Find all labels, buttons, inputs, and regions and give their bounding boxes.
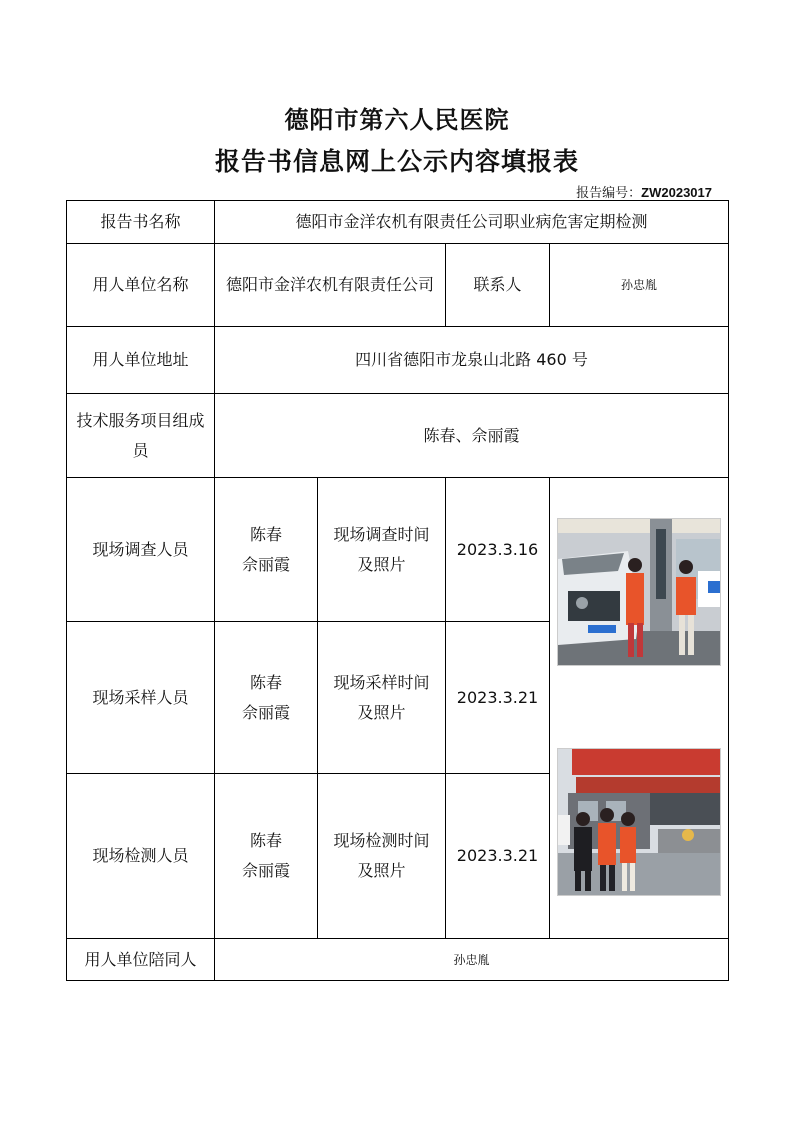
table-row	[67, 939, 729, 981]
sampling-time-label-2: 及照片	[357, 702, 406, 722]
table-row	[67, 327, 729, 394]
testing-label: 现场检测人员	[67, 774, 215, 939]
table-row	[67, 201, 729, 244]
sampling-time-label-1: 现场采样时间	[333, 672, 430, 692]
sampling-staff-1: 陈春	[249, 672, 282, 692]
sampling-time-label	[318, 622, 446, 774]
testing-date: 2023.3.21	[446, 774, 550, 939]
disclosure-form-table	[66, 200, 729, 981]
table-row	[67, 394, 729, 478]
hospital-title: 德阳市第六人民医院	[284, 106, 510, 134]
report-number	[576, 182, 712, 201]
site-photos	[550, 478, 729, 939]
table-row	[67, 478, 729, 622]
address-value: 四川省德阳市龙泉山北路 460 号	[215, 327, 729, 394]
report-number-value: ZW2023017	[641, 185, 712, 200]
employer-label: 用人单位名称	[67, 244, 215, 327]
escort-value: 孙忠胤	[215, 939, 729, 981]
table-row	[67, 244, 729, 327]
sampling-label: 现场采样人员	[67, 622, 215, 774]
sampling-photo	[557, 748, 721, 896]
contact-label: 联系人	[446, 244, 550, 327]
sampling-staff	[215, 622, 318, 774]
testing-staff	[215, 774, 318, 939]
survey-photo	[557, 518, 721, 666]
sampling-staff-2: 佘丽霞	[241, 702, 290, 722]
contact-value: 孙忠胤	[550, 244, 729, 327]
form-title: 报告书信息网上公示内容填报表	[214, 147, 579, 176]
escort-label: 用人单位陪同人	[67, 939, 215, 981]
survey-label: 现场调查人员	[67, 478, 215, 622]
testing-time-label	[318, 774, 446, 939]
survey-staff	[215, 478, 318, 622]
sampling-date: 2023.3.21	[446, 622, 550, 774]
testing-time-label-2: 及照片	[357, 861, 406, 880]
survey-time-label	[318, 478, 446, 622]
testing-staff-2: 佘丽霞	[241, 861, 290, 880]
testing-staff-1: 陈春	[249, 831, 282, 850]
address-label: 用人单位地址	[67, 327, 215, 394]
survey-staff-1: 陈春	[249, 524, 282, 544]
survey-time-label-2: 及照片	[357, 554, 406, 574]
team-value: 陈春、佘丽霞	[215, 394, 729, 478]
testing-time-label-1: 现场检测时间	[333, 831, 430, 850]
survey-time-label-1: 现场调查时间	[333, 524, 430, 544]
report-number-label: 报告编号：	[576, 186, 642, 201]
team-label: 技术服务项目组成员	[67, 394, 215, 478]
survey-staff-2: 佘丽霞	[241, 554, 290, 574]
survey-date: 2023.3.16	[446, 478, 550, 622]
employer-value: 德阳市金洋农机有限责任公司	[215, 244, 446, 327]
report-name-value: 德阳市金洋农机有限责任公司职业病危害定期检测	[215, 201, 729, 244]
report-name-label: 报告书名称	[67, 201, 215, 244]
